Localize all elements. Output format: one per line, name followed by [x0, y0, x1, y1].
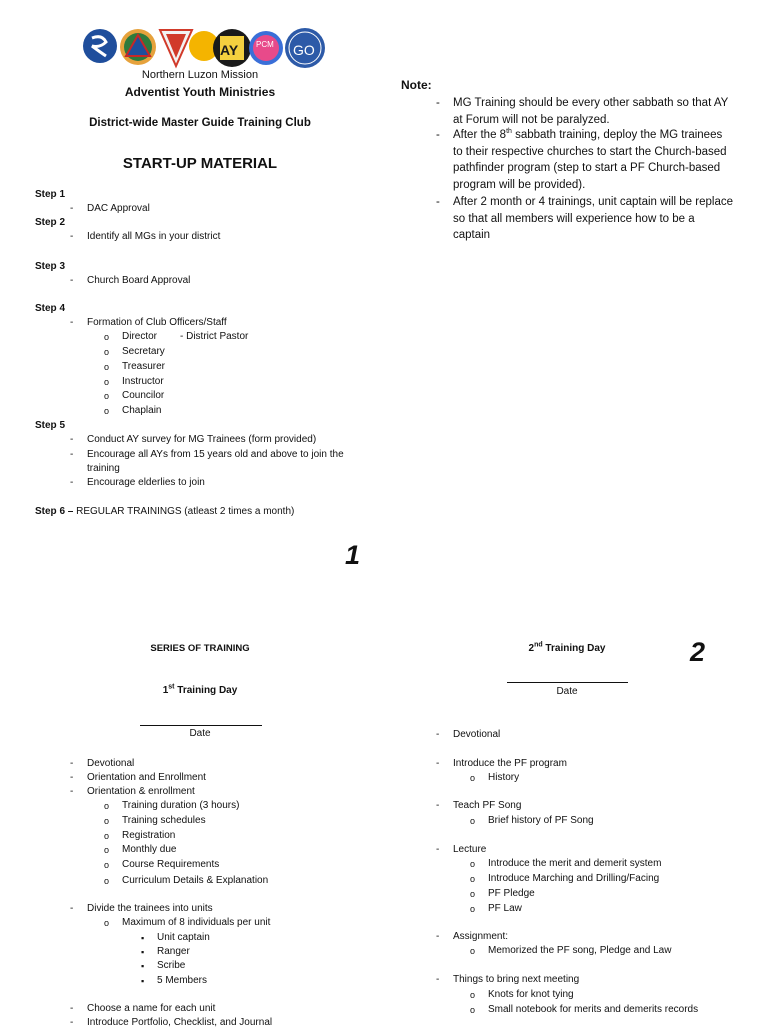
- note-item: [453, 95, 733, 128]
- day-1-title-text: Training Day: [174, 685, 238, 696]
- day-2-title-text: Training Day: [542, 643, 606, 654]
- unit-role: ▪ 5 Members: [157, 974, 207, 988]
- step-2-item: - Identify all MGs in your district: [87, 230, 220, 244]
- step-5-item: - Conduct AY survey for MG Trainees (form provided): [87, 433, 316, 447]
- day-1-tail-item: - Introduce Portfolio, Checklist, and Journal: [87, 1016, 272, 1030]
- ay-logo-text: AY: [220, 42, 239, 58]
- page-number-2: 2: [690, 637, 706, 667]
- day-1-title: [100, 685, 300, 696]
- step-6-text: REGULAR TRAININGS (atleast 2 times a month): [76, 506, 295, 517]
- mission-name: Northern Luzon Mission: [141, 69, 259, 81]
- officer-item: o Secretary: [122, 345, 165, 359]
- day-1-sub-item: o Course Requirements: [122, 858, 219, 872]
- club-name: District-wide Master Guide Training Club: [89, 117, 311, 129]
- day-2-item: - Introduce the PF program: [453, 757, 567, 771]
- AY-emblem-logo: [83, 29, 117, 63]
- day-2-sub-item: o Brief history of PF Song: [488, 814, 594, 828]
- day-2-title: [467, 643, 667, 654]
- note-item-text: After 2 month or 4 trainings, unit captain will be replace so that all members will experience how to be a captain: [453, 196, 733, 241]
- note-item: [453, 194, 733, 244]
- officer-item: o Instructor: [122, 375, 164, 389]
- step-1-label: Step 1: [35, 189, 66, 200]
- pcm-logo: [249, 31, 283, 65]
- pcm-logo-text: PCM: [256, 40, 274, 49]
- day-1-item: - Devotional: [87, 757, 134, 771]
- day-1-date-line: [140, 725, 262, 726]
- officer-item: o Councilor: [122, 389, 164, 403]
- note-item: [453, 127, 733, 193]
- step-5-item: - Encourage elderlies to join: [87, 476, 205, 490]
- step-4-label: Step 4: [35, 303, 66, 314]
- i-will-go-logo: [285, 28, 325, 68]
- step-1-item: - DAC Approval: [87, 202, 150, 216]
- day-1-sub-item: o Training schedules: [122, 814, 206, 828]
- day-1-sup: st: [168, 683, 175, 691]
- step-5-label: Step 5: [35, 420, 66, 431]
- day-2-sub-item: o Memorized the PF song, Pledge and Law: [488, 944, 671, 958]
- day-1-sub-item: o Monthly due: [122, 843, 176, 857]
- day-1-sub-item: o Curriculum Details & Explanation: [122, 874, 268, 888]
- day-2-sub-item: o PF Pledge: [488, 887, 535, 901]
- day-1-item: - Orientation & enrollment: [87, 785, 195, 799]
- day-2-item: - Lecture: [453, 843, 486, 857]
- day-1-num: 1: [162, 685, 169, 696]
- document-title: START-UP MATERIAL: [122, 155, 278, 172]
- unit-role: ▪ Unit captain: [157, 931, 210, 945]
- pathfinder-triangle-logo: [120, 29, 156, 65]
- day-1-date-label: Date: [189, 728, 211, 739]
- step-3-label: Step 3: [35, 261, 66, 272]
- step-6: [35, 505, 294, 519]
- page-number-1: 1: [345, 540, 361, 570]
- note-label: Note:: [401, 78, 432, 92]
- officer-item: o Chaplain: [122, 404, 161, 418]
- director-note: - District Pastor: [180, 331, 249, 342]
- officer-item: o Treasurer: [122, 360, 165, 374]
- day-2-sub-item: o PF Law: [488, 902, 522, 916]
- day-2-sub-item: o Small notebook for merits and demerits records: [488, 1003, 698, 1017]
- step-4-item: - Formation of Club Officers/Staff: [87, 316, 227, 330]
- day-1-divide: - Divide the trainees into units: [87, 902, 213, 916]
- adventurer-logo: [160, 30, 192, 66]
- day-1-unit-max: o Maximum of 8 individuals per unit: [122, 916, 270, 930]
- day-2-sub-item: o Knots for knot tying: [488, 988, 574, 1002]
- step-3-item: - Church Board Approval: [87, 274, 190, 288]
- series-title: SERIES OF TRAINING: [150, 643, 250, 654]
- day-2-sub-item: o History: [488, 771, 519, 785]
- day-1-item: - Orientation and Enrollment: [87, 771, 206, 785]
- day-1-tail-item: - Choose a name for each unit: [87, 1002, 215, 1016]
- day-2-sub-item: o Introduce Marching and Drilling/Facing: [488, 872, 659, 886]
- day-2-item: - Things to bring next meeting: [453, 973, 579, 987]
- step-5-item-continued: training: [87, 463, 120, 474]
- day-2-sub-item: o Introduce the merit and demerit system: [488, 857, 661, 871]
- step-2-label: Step 2: [35, 217, 66, 228]
- note-item-sup: th: [506, 128, 512, 136]
- step-5-item: - Encourage all AYs from 15 years old and above to join the: [87, 448, 344, 462]
- day-2-item: - Teach PF Song: [453, 799, 521, 813]
- go-logo-text: GO: [293, 42, 315, 58]
- day-2-date-label: Date: [556, 686, 578, 697]
- step-6-label: Step 6 –: [35, 506, 74, 517]
- note-item-text: MG Training should be every other sabbath so that AY at Forum will not be paralyzed.: [453, 97, 729, 126]
- note-item-text: After the 8: [453, 129, 507, 141]
- day-2-sup: nd: [534, 641, 543, 649]
- officer-item: o Director: [122, 330, 157, 344]
- unit-role: ▪ Scribe: [157, 959, 185, 973]
- note-item-text-cont: sabbath training, deploy the MG trainees to their respective churches to start the Church-based pathfinder program (step to start a PF Church-based program will be provided).: [453, 129, 727, 191]
- day-1-sub-item: o Registration: [122, 829, 175, 843]
- ministry-name: Adventist Youth Ministries: [124, 85, 276, 99]
- unit-role: ▪ Ranger: [157, 945, 190, 959]
- day-2-item: - Devotional: [453, 728, 500, 742]
- day-1-sub-item: o Training duration (3 hours): [122, 799, 239, 813]
- day-2-item: - Assignment:: [453, 930, 508, 944]
- day-2-num: 2: [528, 643, 535, 654]
- ay-shield-logo: [189, 29, 251, 67]
- day-2-date-line: [507, 682, 628, 683]
- logo-strip: [80, 28, 330, 70]
